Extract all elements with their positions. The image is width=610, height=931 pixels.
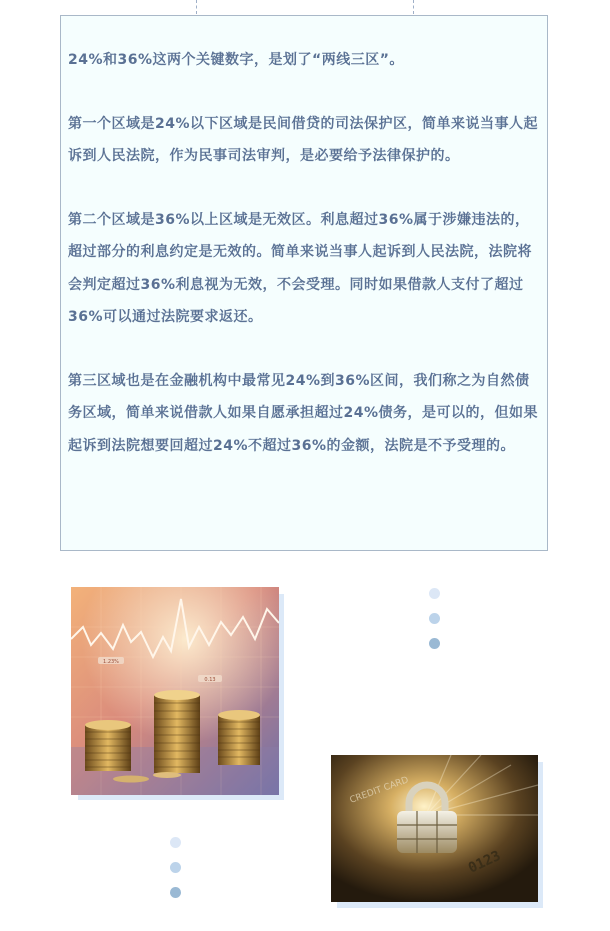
article-text-box — [60, 15, 548, 551]
decor-dot-1 — [429, 588, 440, 599]
connector-line-left — [196, 0, 197, 14]
paragraph-zone-three: 第三区域也是在金融机构中最常见24%到36%区间，我们称之为自然债务区域，简单来说借款人如果自愿承担超过24%债务，是可以的，但如果起诉到法院想要回超过24%不超过36%的金额，法院是不予受理的。 — [68, 372, 539, 454]
card-text: CREDIT CARD — [348, 775, 411, 806]
decor-dot-3 — [429, 638, 440, 649]
coin-stack-left — [85, 720, 131, 771]
decor-dot-6 — [170, 887, 181, 898]
coins-illustration — [71, 587, 279, 795]
card-number: 0123 — [465, 847, 504, 877]
coins-photo — [71, 587, 279, 795]
connector-line-right — [413, 0, 414, 14]
credit-card-illustration — [331, 755, 538, 902]
credit-card-photo — [331, 755, 538, 902]
chart-tag-2: 0.13 — [204, 677, 216, 683]
decor-dot-4 — [170, 837, 181, 848]
coin-stack-middle — [154, 690, 200, 773]
coin-stack-right — [218, 710, 260, 765]
paragraph-intro: 24%和36%这两个关键数字，是划了“两线三区”。 — [68, 52, 404, 68]
paragraph-zone-two: 第二个区域是36%以上区域是无效区。利息超过36%属于涉嫌违法的，超过部分的利息约定是无效的。简单来说当事人起诉到人民法院，法院将会判定超过36%利息视为无效，不会受理。同时如果借款人支付了超过36%可以通过法院要求返还。 — [68, 211, 532, 325]
chart-tag-1: 1.23% — [103, 659, 119, 665]
decor-dot-2 — [429, 613, 440, 624]
paragraph-zone-one: 第一个区域是24%以下区域是民间借贷的司法保护区，简单来说当事人起诉到人民法院，作为民事司法审判，是必要给予法律保护的。 — [68, 115, 539, 164]
decor-dot-5 — [170, 862, 181, 873]
